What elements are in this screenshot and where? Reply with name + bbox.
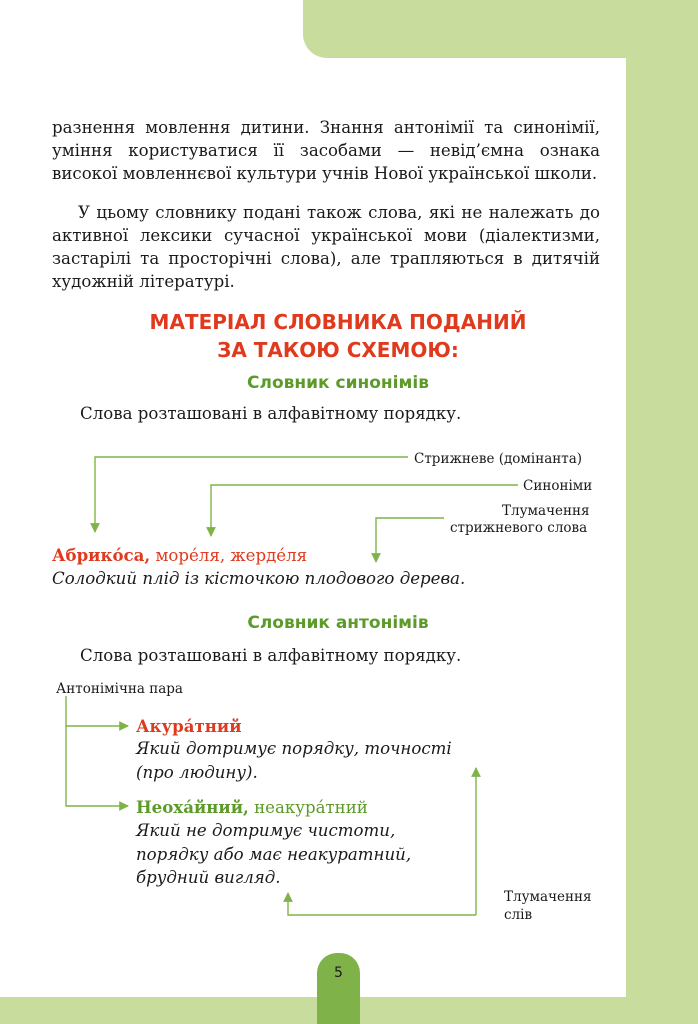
antonym-entry-2-definition-line-2: порядку або має неакуратний, (136, 845, 412, 864)
label-synonyms: Синоніми (523, 478, 593, 494)
arrow-word-definitions-left (288, 893, 476, 915)
arrow-synonyms (211, 485, 518, 536)
label-antonym-definition-line-2: слів (504, 907, 533, 923)
arrow-antonym-pair-1 (66, 696, 128, 726)
arrow-definition (376, 518, 444, 562)
antonym-entry-2-definition-line-3: брудний вигляд. (136, 868, 281, 887)
synonym-entry-synonyms: море́ля, жерде́ля (155, 546, 308, 565)
page-number: 5 (334, 965, 343, 981)
label-dominant: Стрижневе (домінанта) (414, 451, 583, 467)
antonym-entry-1-head: Акура́тний (136, 716, 242, 736)
arrow-dominant (95, 457, 408, 532)
synonyms-section-title: Словник синонімів (247, 373, 429, 393)
intro-paragraph-2: У цьому словнику подані також слова, які не належать до активної лексики сучасної української мови (діалектизми, застарілі та просторічні слова), але трапляються в дитячій художній літературі. (52, 203, 600, 291)
label-definition-line-1: Тлумачення (502, 503, 590, 519)
antonym-entry-1-definition-line-1: Який дотримує порядку, точності (136, 739, 452, 758)
scheme-heading-line-2: ЗА ТАКОЮ СХЕМОЮ: (217, 338, 459, 362)
antonym-entry-2-head: Неоха́йний, (136, 797, 249, 817)
synonyms-order-note: Слова розташовані в алфавітному порядку. (80, 404, 462, 423)
antonym-entry-2-synonym: неакура́тний (254, 798, 368, 817)
scheme-heading-line-1: МАТЕРІАЛ СЛОВНИКА ПОДАНИЙ (149, 310, 527, 334)
antonyms-order-note: Слова розташовані в алфавітному порядку. (80, 646, 462, 665)
arrow-antonym-pair-2 (66, 726, 128, 806)
label-definition-line-2: стрижневого слова (450, 520, 588, 536)
antonym-entry-2-definition-line-1: Який не дотримує чистоти, (136, 821, 396, 840)
label-antonym-pair: Антонімічна пара (56, 681, 183, 697)
label-antonym-definition-line-1: Тлумачення (504, 889, 592, 905)
intro-paragraph-1: разнення мовлення дитини. Знання антонімії та синонімії, уміння користуватися її засобами — невід’ємна ознака високої мовленнєвої культури учнів Нової української школи. (52, 118, 600, 183)
antonyms-section-title: Словник антонімів (247, 613, 429, 633)
synonym-entry-definition: Солодкий плід із кісточкою плодового дерева. (52, 569, 466, 588)
antonym-entry-1-definition-line-2: (про людину). (136, 763, 258, 782)
synonym-entry-head: Абрико́са, (52, 545, 151, 565)
